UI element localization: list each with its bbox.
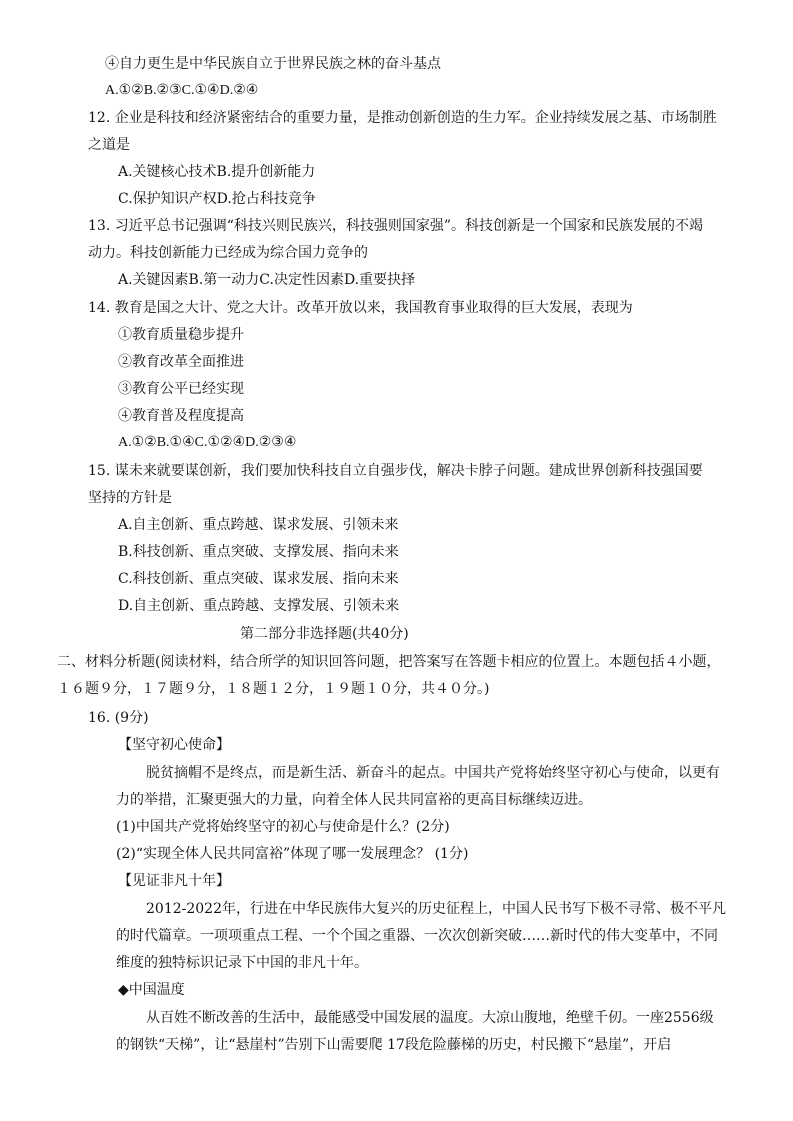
q16-paragraph-1-line1: 脱贫摘帽不是终点，而是新生活、新奋斗的起点。中国共产党将始终坚守初心与使命，以更有: [146, 765, 720, 781]
q16-subtitle-2: 【见证非凡十年】: [118, 873, 230, 889]
q15-stem-line2: 坚持的方针是: [88, 490, 172, 506]
part2-title: 第二部分非选择题(共40分): [240, 626, 409, 642]
section-instructions-line1: 二、材料分析题(阅读材料，结合所学的知识回答问题，把答案写在答题卡相应的位置上。本题包括４小题，: [57, 654, 721, 670]
q12-options-line1: A.关键核心技术B.提升创新能力: [118, 164, 316, 180]
q14-item-1: ①教育质量稳步提升: [118, 327, 244, 343]
q16-question-2: (2)“实现全体人民共同富裕”体现了哪一发展理念？ (1分): [116, 846, 469, 862]
q14-item-3: ③教育公平已经实现: [118, 381, 244, 397]
q15-option-b: B.科技创新、重点突破、支撑发展、指向未来: [118, 544, 399, 560]
q11-item-4: ④自力更生是中华民族自立于世界民族之林的奋斗基点: [105, 56, 441, 72]
q14-item-4: ④教育普及程度提高: [118, 408, 244, 424]
q16-question-1: (1)中国共产党将始终坚守的初心与使命是什么？(2分): [116, 819, 450, 835]
q15-option-c: C.科技创新、重点突破、谋求发展、指向未来: [118, 571, 399, 587]
q12-stem-line1: 12. 企业是科技和经济紧密结合的重要力量，是推动创新创造的生力军。企业持续发展之基、市场制胜: [88, 110, 717, 126]
q16-subtitle-1: 【坚守初心使命】: [118, 737, 230, 753]
q16-paragraph-2-line2: 的时代篇章。一项项重点工程、一个个国之重器、一次次创新突破……新时代的伟大变革中，不同: [116, 928, 718, 944]
q15-option-a: A.自主创新、重点跨越、谋求发展、引领未来: [118, 517, 399, 533]
q13-stem-line2: 动力。科技创新能力已经成为综合国力竞争的: [88, 245, 368, 261]
q14-stem: 14. 教育是国之大计、党之大计。改革开放以来，我国教育事业取得的巨大发展，表现为: [88, 300, 633, 316]
section-instructions-line2: １６题９分，１７题９分，１８题１２分，１９题１０分，共４０分。): [57, 681, 490, 697]
q13-stem-line1: 13. 习近平总书记强调“科技兴则民族兴，科技强则国家强”。科技创新是一个国家和民族发展的不竭: [88, 218, 704, 234]
q16-paragraph-3-line1: 从百姓不断改善的生活中，最能感受中国发展的温度。大凉山腹地，绝壁千仞。一座2556级: [146, 1010, 714, 1026]
q16-paragraph-2-line3: 维度的独特标识记录下中国的非凡十年。: [116, 955, 368, 971]
q14-item-2: ②教育改革全面推进: [118, 354, 244, 370]
q12-options-line2: C.保护知识产权D.抢占科技竞争: [118, 191, 316, 207]
q15-stem-line1: 15. 谋未来就要谋创新，我们要加快科技自立自强步伐，解决卡脖子问题。建成世界创新科技强国要: [88, 463, 703, 479]
q16-heading: 16. (9分): [88, 710, 149, 726]
q12-stem-line2: 之道是: [88, 137, 130, 153]
q16-paragraph-1-line2: 力的举措，汇聚更强大的力量，向着全体人民共同富裕的更高目标继续迈进。: [116, 792, 592, 808]
q14-options: A.①②B.①④C.①②④D.②③④: [118, 435, 297, 450]
q16-paragraph-3-line2: 的钢铁“天梯”，让“悬崖村”告别下山需要爬 17段危险藤梯的历史，村民搬下“悬崖”，开启: [116, 1037, 672, 1053]
q16-paragraph-2-line1: 2012-2022年，行进在中华民族伟大复兴的历史征程上，中国人民书写下极不寻常、极不平凡: [146, 901, 726, 917]
q15-option-d: D.自主创新、重点跨越、支撑发展、引领未来: [118, 598, 400, 614]
q13-options: A.关键因素B.第一动力C.决定性因素D.重要抉择: [118, 272, 416, 288]
q16-bullet-title: ◆中国温度: [118, 982, 185, 998]
q11-options: A.①②B.②③C.①④D.②④: [105, 83, 259, 98]
